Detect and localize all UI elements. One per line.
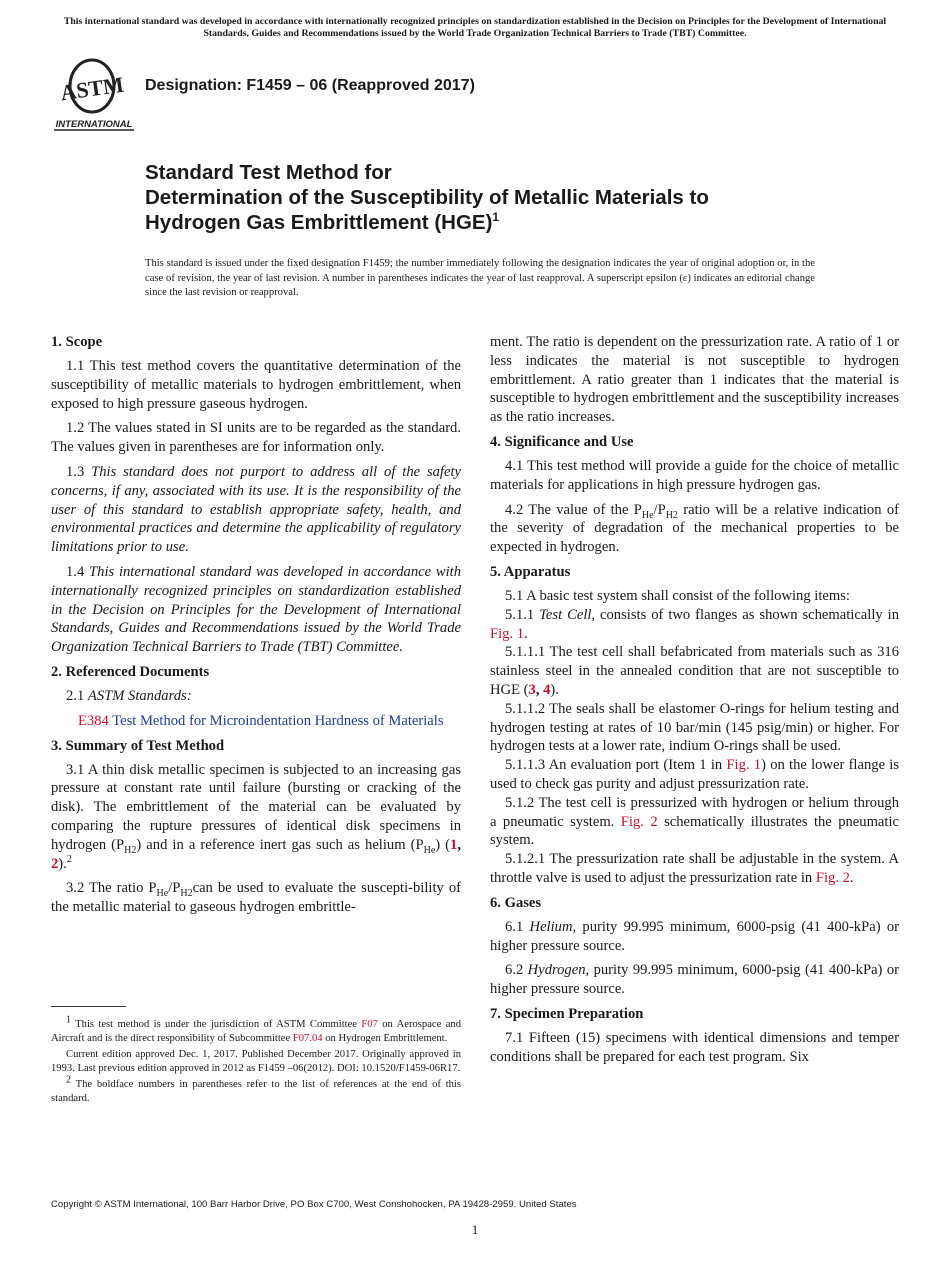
paragraph-4-2-text-b: ratio will be a relative indication of the severity of degradation of the mechanical properties to be expected in hydrogen. <box>490 501 899 556</box>
paragraph-5-1-2-1-end: . <box>849 869 854 886</box>
page-number: 1 <box>471 1222 479 1237</box>
footnote-2 <box>51 1074 461 1106</box>
footnote-2-text: The boldface numbers in parentheses refer to the list of references at the end of this standard. <box>51 1079 461 1104</box>
paragraph-5-1-1 <box>490 606 899 644</box>
footnote-1-mark: 1 <box>66 1014 71 1026</box>
section-heading-referenced-documents: 2. Referenced Documents <box>51 663 210 680</box>
logo-text-bottom: INTERNATIONAL <box>55 119 133 130</box>
paragraph-3-1 <box>51 761 461 874</box>
reference-separator: , <box>535 681 544 698</box>
paragraph-4-2-text-a: 4.2 The value of the P <box>505 501 642 518</box>
paragraph-3-1-text-c: ) ( <box>435 836 451 853</box>
paragraph-6-2-label: Hydrogen, <box>527 962 590 979</box>
paragraph-1-3-number: 1.3 <box>66 463 85 480</box>
footnote-1-text-c: on Hydrogen Embrittlement. <box>322 1033 448 1044</box>
paragraph-6-1 <box>490 918 899 956</box>
paragraph-7-1: 7.1 Fifteen (15) specimens with identical dimensions and temper conditions shall be prepared for each test program. Six <box>490 1029 899 1065</box>
paragraph-5-1-1-3-text-b: ) on the lower flange is used to check gas purity and adjust pressurization rate. <box>490 757 900 792</box>
section-heading-specimen-preparation: 7. Specimen Preparation <box>490 1005 644 1022</box>
paragraph-3-1-text-d: ). <box>58 855 67 872</box>
section-heading-significance: 4. Significance and Use <box>490 433 634 450</box>
section-heading-apparatus: 5. Apparatus <box>490 563 571 580</box>
paragraph-5-1-1-label: Test Cell, <box>539 606 596 623</box>
section-heading-scope: 1. Scope <box>51 334 103 350</box>
paragraph-1-4-number: 1.4 <box>66 563 85 580</box>
title-line-2: Determination of the Susceptibility of Metallic Materials to <box>145 186 709 209</box>
reference-link-3[interactable]: 3 <box>528 681 536 698</box>
paragraph-5-1-1-1-end: ). <box>550 681 559 698</box>
footnote-1-text-a: This test method is under the jurisdiction of ASTM Committee <box>71 1019 362 1030</box>
paragraph-2-1-label: ASTM Standards: <box>87 687 192 704</box>
ratio-slash: /P <box>168 880 181 897</box>
paragraph-3-1-text-b: ) and in a reference inert gas such as helium (P <box>136 836 424 853</box>
paragraph-6-2 <box>490 961 899 999</box>
right-column <box>490 333 899 1073</box>
footnote-divider <box>51 1006 126 1007</box>
paragraph-5-1-1-text: consists of two flanges as shown schematically in <box>595 606 899 623</box>
subscript-h2: H2 <box>124 844 137 856</box>
copyright: Copyright © ASTM International, 100 Barr Harbor Drive, PO Box C700, West Conshohocken, PA 19428-2959. United States <box>51 1199 577 1210</box>
paragraph-5-1-2-1 <box>490 850 899 888</box>
subscript-h2: H2 <box>180 888 193 900</box>
section-heading-gases: 6. Gases <box>490 894 542 911</box>
footnote-1-edition: Current edition approved Dec. 1, 2017. Published December 2017. Originally approved in 1993. Last previous edition approved in 2012 as F1459 –06(2012). DOI: 10.1520/F1459-06R17. <box>51 1049 461 1074</box>
paragraph-1-3 <box>51 463 461 557</box>
paragraph-1-4-text: This international standard was developed in accordance with internationally recognized principles on standardization established in the Decision on Principles for the Development of International Standards, Guides and Recommendations issued by the World Trade Organization Technical Barriers to Trade (TBT) Committee. <box>51 563 462 656</box>
subscript-he: He <box>423 844 436 856</box>
paragraph-1-1: 1.1 This test method covers the quantitative determination of the susceptibility of metallic materials to hydrogen embrittlement, when exposed to high pressure gaseous hydrogen. <box>51 358 461 412</box>
reference-link-4[interactable]: 4 <box>543 681 551 698</box>
figure-link-fig2[interactable]: Fig. 2 <box>620 813 658 830</box>
paragraph-6-2-number: 6.2 <box>505 962 524 979</box>
paragraph-6-2-text: purity 99.995 minimum, 6000-psig (41 400-kPa) or higher pressure source. <box>490 962 899 998</box>
subcommittee-link-f07-04[interactable]: F07.04 <box>292 1033 323 1044</box>
figure-link-fig1[interactable]: Fig. 1 <box>726 757 762 774</box>
committee-link-f07[interactable]: F07 <box>361 1019 378 1030</box>
paragraph-5-1: 5.1 A basic test system shall consist of the following items: <box>505 587 850 604</box>
ratio-slash: /P <box>653 501 666 518</box>
astm-logo <box>52 56 136 134</box>
footnote-2-mark: 2 <box>66 1074 71 1086</box>
paragraph-1-2: 1.2 The values stated in SI units are to be regarded as the standard. The values given in parentheses are for information only. <box>51 420 461 456</box>
paragraph-1-3-text: This standard does not purport to address all of the safety concerns, if any, associated with its use. It is the responsibility of the user of this standard to establish appropriate safety, health, and environmental practices and determine the applicability of regulatory limitations prior to use. <box>51 463 461 556</box>
figure-link-fig1[interactable]: Fig. 1 <box>490 625 525 642</box>
footnotes <box>51 1014 462 1108</box>
reference-link-1[interactable]: 1 <box>450 836 458 853</box>
paragraph-5-1-2-text-b: schematically illustrates the pneumatic system. <box>490 813 899 849</box>
subscript-he: He <box>641 509 654 521</box>
paragraph-4-1: 4.1 This test method will provide a guide for the choice of metallic materials for applications in high pressure hydrogen gas. <box>490 457 899 493</box>
paragraph-2-1 <box>51 687 461 706</box>
paragraph-3-1-text-a: 3.1 A thin disk metallic specimen is subjected to an increasing gas pressure at constant rate until failure (bursting or cracking of the disk). The embrittlement of the material can be evaluated by comparing the rupture pressures of identical disk specimens in hydrogen (P <box>51 761 461 853</box>
subscript-h2: H2 <box>665 509 678 521</box>
title-line-1: Standard Test Method for <box>145 161 392 184</box>
paragraph-3-2-text-b: can be used to evaluate the suscepti-bility of the metallic material to gaseous hydrogen embrittle- <box>51 880 461 916</box>
paragraph-5-1-2 <box>490 794 899 850</box>
title-footnote-mark: 1 <box>492 210 500 225</box>
paragraph-6-1-number: 6.1 <box>505 918 524 935</box>
reference-separator: , <box>457 836 461 853</box>
paragraph-3-2-text-a: 3.2 The ratio P <box>66 880 157 897</box>
logo-text-top: ASTM <box>58 71 126 106</box>
paragraph-4-2 <box>490 501 899 557</box>
paragraph-5-1-1-1-text: 5.1.1.1 The test cell shall befabricated from materials such as 316 stainless steel in the annealed condition that are not susceptible to HGE ( <box>490 644 899 698</box>
left-column <box>51 333 461 923</box>
paragraph-5-1-1-1 <box>490 643 899 699</box>
paragraph-6-1-text: purity 99.995 minimum, 6000-psig (41 400-kPa) or higher pressure source. <box>490 918 899 954</box>
reference-link-2[interactable]: 2 <box>51 855 59 872</box>
paragraph-5-1-1-end: . <box>524 625 528 642</box>
page-title <box>145 160 845 235</box>
footnote-1-text-b: on Aerospace and Aircraft and is the direct responsibility of Subcommittee <box>51 1019 462 1044</box>
title-line-3-text: Hydrogen Gas Embrittlement (HGE) <box>145 211 493 234</box>
figure-link-fig2[interactable]: Fig. 2 <box>815 869 850 886</box>
paragraph-5-1-1-2: 5.1.1.2 The seals shall be elastomer O-rings for helium testing and hydrogen testing at rates of 10 bar/min (145 psig/min) or higher. For hydrogen tests at a lower rate, indium O-rings shall be used. <box>490 700 899 755</box>
paragraph-2-1-number: 2.1 <box>66 687 85 704</box>
paragraph-5-1-1-number: 5.1.1 <box>505 606 535 623</box>
title-line-3 <box>145 210 845 235</box>
designation: Designation: F1459 – 06 (Reapproved 2017) <box>145 77 475 94</box>
header-note: This international standard was developed in accordance with internationally recognized principles on standardization established in the Decision on Principles for the Development of International Standards, Guides and Recommendations issued by the World Trade Organization Technical Barriers to Trade (TBT) Committee. <box>63 16 887 39</box>
paragraph-6-1-label: Helium, <box>529 918 577 935</box>
paragraph-5-1-1-3 <box>490 756 899 794</box>
footnote-mark-2[interactable]: 2 <box>66 853 72 865</box>
issue-note: This standard is issued under the fixed designation F1459; the number immediately following the designation indicates the year of original adoption or, in the case of revision, the year of last revision. A number in parentheses indicates the year of last reapproval. A superscript epsilon (ε) indicates an editorial change since the last revision or reapproval. <box>145 258 815 298</box>
footnote-1 <box>51 1014 462 1046</box>
reference-e384[interactable] <box>51 712 461 731</box>
paragraph-5-1-2-1-text: 5.1.2.1 The pressurization rate shall be adjustable in the system. A throttle valve is used to adjust the pressurization rate in <box>490 851 899 886</box>
paragraph-3-2 <box>51 879 461 917</box>
paragraph-5-1-2-text-a: 5.1.2 The test cell is pressurized with hydrogen or helium through a pneumatic system. <box>490 794 899 830</box>
subscript-he: He <box>156 888 169 900</box>
paragraph-3-2-continued: ment. The ratio is dependent on the pressurization rate. A ratio of 1 or less indicates the material is not susceptible to hydrogen embrittlement. A ratio greater than 1 indicates that the material is susceptible to hydrogen embrittlement and the susceptibility increases as the ratio increases. <box>490 334 899 426</box>
section-heading-summary: 3. Summary of Test Method <box>51 737 225 754</box>
paragraph-5-1-1-3-text-a: 5.1.1.3 An evaluation port (Item 1 in <box>505 757 727 774</box>
reference-e384-code-link[interactable]: E384 <box>78 712 109 729</box>
paragraph-1-4 <box>51 563 461 657</box>
reference-e384-title-link[interactable]: Test Method for Microindentation Hardness of Materials <box>112 712 444 729</box>
